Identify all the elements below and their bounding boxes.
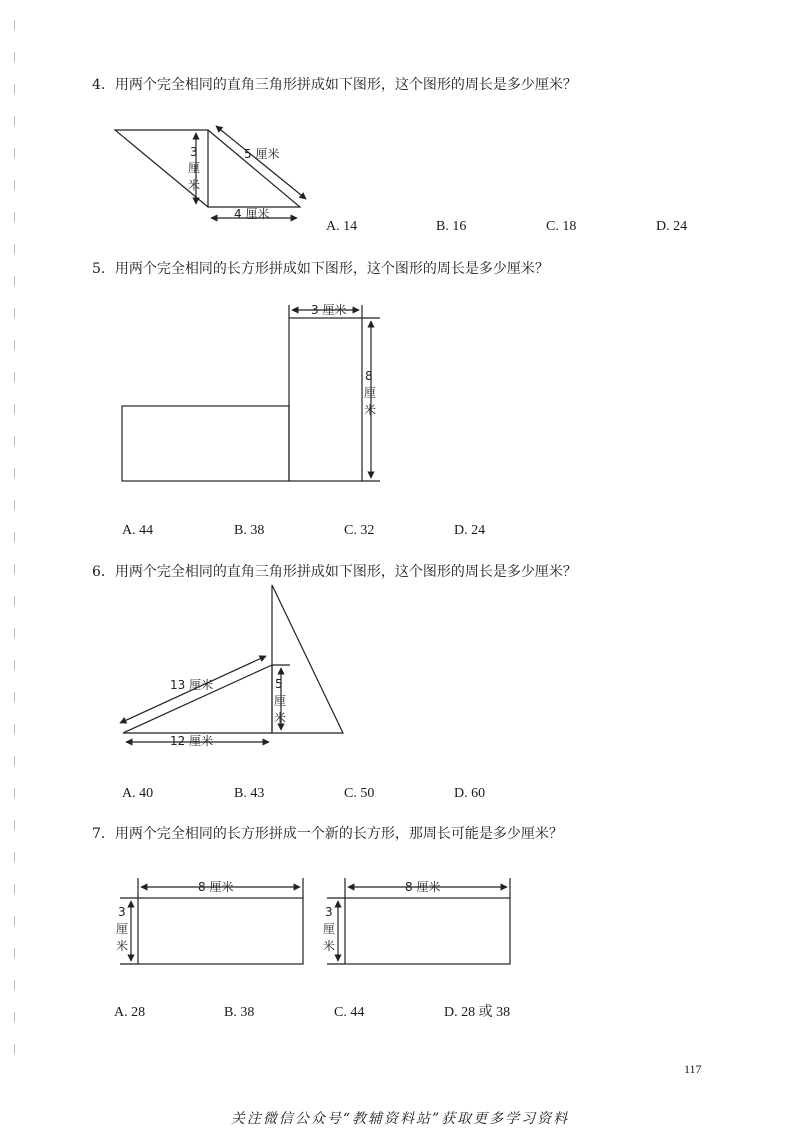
figure-5-label-right: 8	[365, 369, 373, 383]
figure-6-label-right-2: 厘	[274, 694, 287, 708]
figure-4-label-hyp: 5 厘米	[244, 147, 280, 161]
figure-4-hyp-arrow	[216, 126, 306, 199]
question-6-option-b[interactable]: B. 43	[234, 786, 265, 801]
figure-5-label-right-3: 米	[364, 403, 377, 417]
figure-7-right-label-left-3: 米	[323, 939, 336, 953]
figure-7-right-label-left: 3	[325, 905, 333, 919]
figure-6-label-right-3: 米	[274, 711, 287, 725]
figure-7-right-rect	[345, 898, 510, 964]
figure-7-right-label-left-2: 厘	[323, 922, 336, 936]
figure-5-label-right-2: 厘	[364, 386, 377, 400]
figure-6-label-right: 5	[275, 677, 283, 691]
question-5-option-c[interactable]: C. 32	[344, 523, 375, 538]
figure-7-left-label-top: 8 厘米	[198, 880, 234, 894]
question-5-option-d[interactable]: D. 24	[454, 523, 486, 538]
footer-note: 关注微信公众号“教辅资料站”获取更多学习资料	[230, 1111, 570, 1127]
question-4-option-a[interactable]: A. 14	[326, 219, 358, 234]
question-6-option-c[interactable]: C. 50	[344, 786, 375, 801]
page-number: 117	[684, 1062, 702, 1076]
figure-4-label-bottom: 4 厘米	[234, 207, 270, 221]
figure-7-left-label-left: 3	[118, 905, 126, 919]
figure-5-tall-rect	[289, 318, 362, 481]
question-7-option-d[interactable]: D. 28 或 38	[444, 1005, 511, 1020]
figure-5	[122, 305, 380, 481]
question-7-option-a[interactable]: A. 28	[114, 1005, 146, 1020]
figure-4-label-left: 3	[190, 145, 198, 159]
figure-5-label-top: 3 厘米	[311, 303, 347, 317]
question-7-text: 7．用两个完全相同的长方形拼成一个新的长方形，那周长可能是多少厘米？	[92, 826, 563, 842]
figure-6-left-triangle	[123, 665, 272, 733]
figure-4-label-left-3: 米	[188, 178, 201, 192]
figure-6	[120, 585, 343, 742]
question-5-text: 5．用两个完全相同的长方形拼成如下图形，这个图形的周长是多少厘米？	[92, 261, 549, 277]
figure-6-label-hyp: 13 厘米	[170, 678, 214, 692]
figure-7-left-label-left-3: 米	[116, 939, 129, 953]
question-7-option-b[interactable]: B. 38	[224, 1005, 255, 1020]
question-4-option-d[interactable]: D. 24	[656, 219, 688, 234]
figure-5-wide-rect	[122, 406, 289, 481]
question-4-option-b[interactable]: B. 16	[436, 219, 467, 234]
figure-7-left-label-left-2: 厘	[116, 922, 129, 936]
figure-4	[115, 126, 306, 218]
question-6-option-d[interactable]: D. 60	[454, 786, 486, 801]
question-5-option-b[interactable]: B. 38	[234, 523, 265, 538]
figure-6-label-bottom: 12 厘米	[170, 734, 214, 748]
question-7-option-c[interactable]: C. 44	[334, 1005, 365, 1020]
question-6-option-a[interactable]: A. 40	[122, 786, 154, 801]
question-4-option-c[interactable]: C. 18	[546, 219, 577, 234]
figure-7-right-label-top: 8 厘米	[405, 880, 441, 894]
question-4-text: 4．用两个完全相同的直角三角形拼成如下图形，这个图形的周长是多少厘米？	[92, 77, 577, 93]
figure-4-label-left-2: 厘	[188, 161, 201, 175]
figure-7-left-rect	[138, 898, 303, 964]
question-5-option-a[interactable]: A. 44	[122, 523, 154, 538]
question-6-text: 6．用两个完全相同的直角三角形拼成如下图形，这个图形的周长是多少厘米？	[92, 564, 577, 580]
